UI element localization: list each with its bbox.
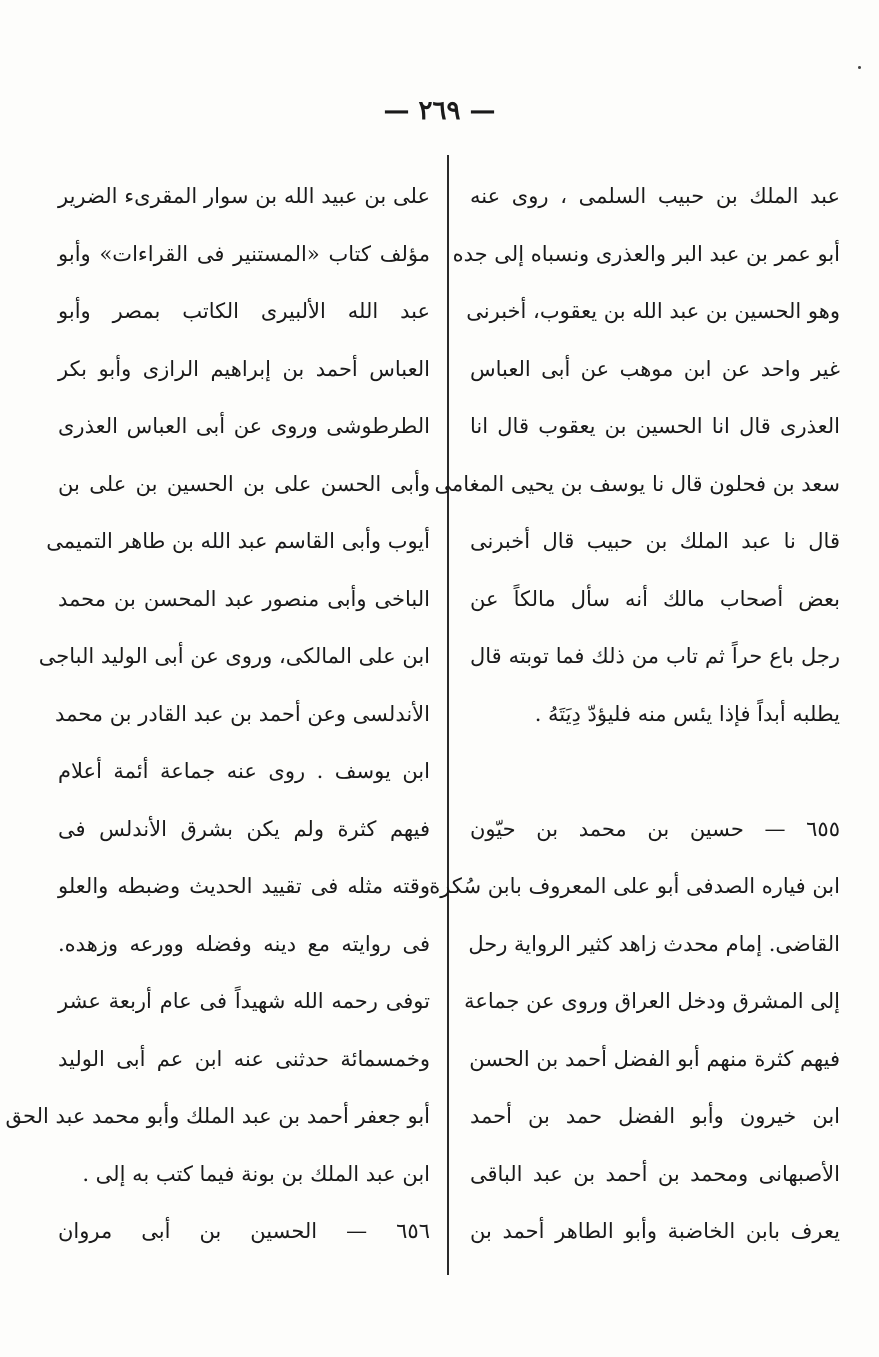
text-line: رجل باع حراً ثم تاب من ذلك فما توبته قال (470, 644, 840, 668)
text-line: العباس أحمد بن إبراهيم الرازى وأبو بكر (58, 356, 430, 381)
text-line: أبو جعفر أحمد بن عبد الملك وأبو محمد عبد الحق (5, 1104, 430, 1128)
text-line: عبد الله الألبيرى الكاتب بمصر وأبو (58, 299, 430, 323)
text-line: بعض أصحاب مالك أنه سأل مالكاً عن (470, 586, 840, 611)
text-line: مؤلف كتاب «المستنير فى القراءات» وأبو (58, 241, 430, 266)
text-line: غير واحد عن ابن موهب عن أبى العباس (470, 356, 840, 381)
text-line: ابن فياره الصدفى أبو على المعروف بابن سُكرة (429, 874, 840, 898)
page-number: — ٢٦٩ — (383, 96, 496, 126)
text-line: ابن خيرون وأبو الفضل حمد بن أحمد (470, 1104, 840, 1128)
text-line: أبو عمر بن عبد البر والعذرى ونسباه إلى جده (452, 241, 840, 266)
text-line: وهو الحسين بن عبد الله بن يعقوب، أخبرنى (466, 299, 840, 323)
text-line: فيهم كثرة منهم أبو الفضل أحمد بن الحسن (469, 1046, 840, 1071)
text-line: على بن عبيد الله بن سوار المقرىء الضرير (58, 184, 430, 208)
text-line: ابن على المالكى، وروى عن أبى الوليد الباجى (38, 644, 430, 668)
text-line: يعرف بابن الخاضبة وأبو الطاهر أحمد بن (470, 1219, 840, 1243)
text-line: إلى المشرق ودخل العراق وروى عن جماعة (464, 989, 840, 1013)
right-text-column (429, 168, 840, 1261)
text-line: أيوب وأبى القاسم عبد الله بن طاهر التميمى (46, 529, 430, 553)
text-line: الأصبهانى ومحمد بن أحمد بن عبد الباقى (470, 1161, 840, 1186)
text-line: الطرطوشى وروى عن أبى العباس العذرى (58, 414, 430, 438)
text-line: ابن يوسف . روى عنه جماعة أئمة أعلام (58, 759, 430, 783)
text-line: سعد بن فحلون قال نا يوسف بن يحيى المغامى (434, 471, 840, 496)
left-text-column (5, 168, 430, 1261)
text-line: ابن عبد الملك بن بونة فيما كتب به إلى . (82, 1161, 430, 1186)
entry-heading: ٦٥٦ — الحسين بن أبى مروان (58, 1219, 430, 1243)
text-line: وقته مثله فى تقييد الحديث وضبطه والعلو (58, 874, 430, 898)
text-line: وأبى الحسن على بن الحسين بن على بن (58, 471, 430, 496)
text-line: وخمسمائة حدثنى عنه ابن عم أبى الوليد (58, 1046, 430, 1071)
text-line: توفى رحمه الله شهيداً فى عام أربعة عشر (58, 989, 430, 1013)
text-line: الأندلسى وعن أحمد بن عبد القادر بن محمد (55, 701, 430, 726)
column-divider (447, 155, 449, 1275)
paragraph-gap (470, 743, 840, 801)
text-line: عبد الملك بن حبيب السلمى ، روى عنه (470, 184, 840, 208)
entry-heading: ٦٥٥ — حسين بن محمد بن حيّون (470, 816, 840, 841)
text-line: فى روايته مع دينه وفضله وورعه وزهده. (58, 931, 430, 956)
text-line: فيهم كثرة ولم يكن بشرق الأندلس فى (58, 816, 430, 841)
page-speck (858, 66, 861, 69)
text-line: يطلبه أبداً فإذا يئس منه فليؤدّ دِيَتَهُ . (534, 701, 840, 726)
text-line: الباخى وأبى منصور عبد المحسن بن محمد (58, 586, 430, 611)
text-line: العذرى قال انا الحسين بن يعقوب قال انا (470, 414, 840, 438)
text-line: القاضى. إمام محدث زاهد كثير الرواية رحل (468, 931, 840, 956)
text-line: قال نا عبد الملك بن حبيب قال أخبرنى (470, 529, 840, 553)
